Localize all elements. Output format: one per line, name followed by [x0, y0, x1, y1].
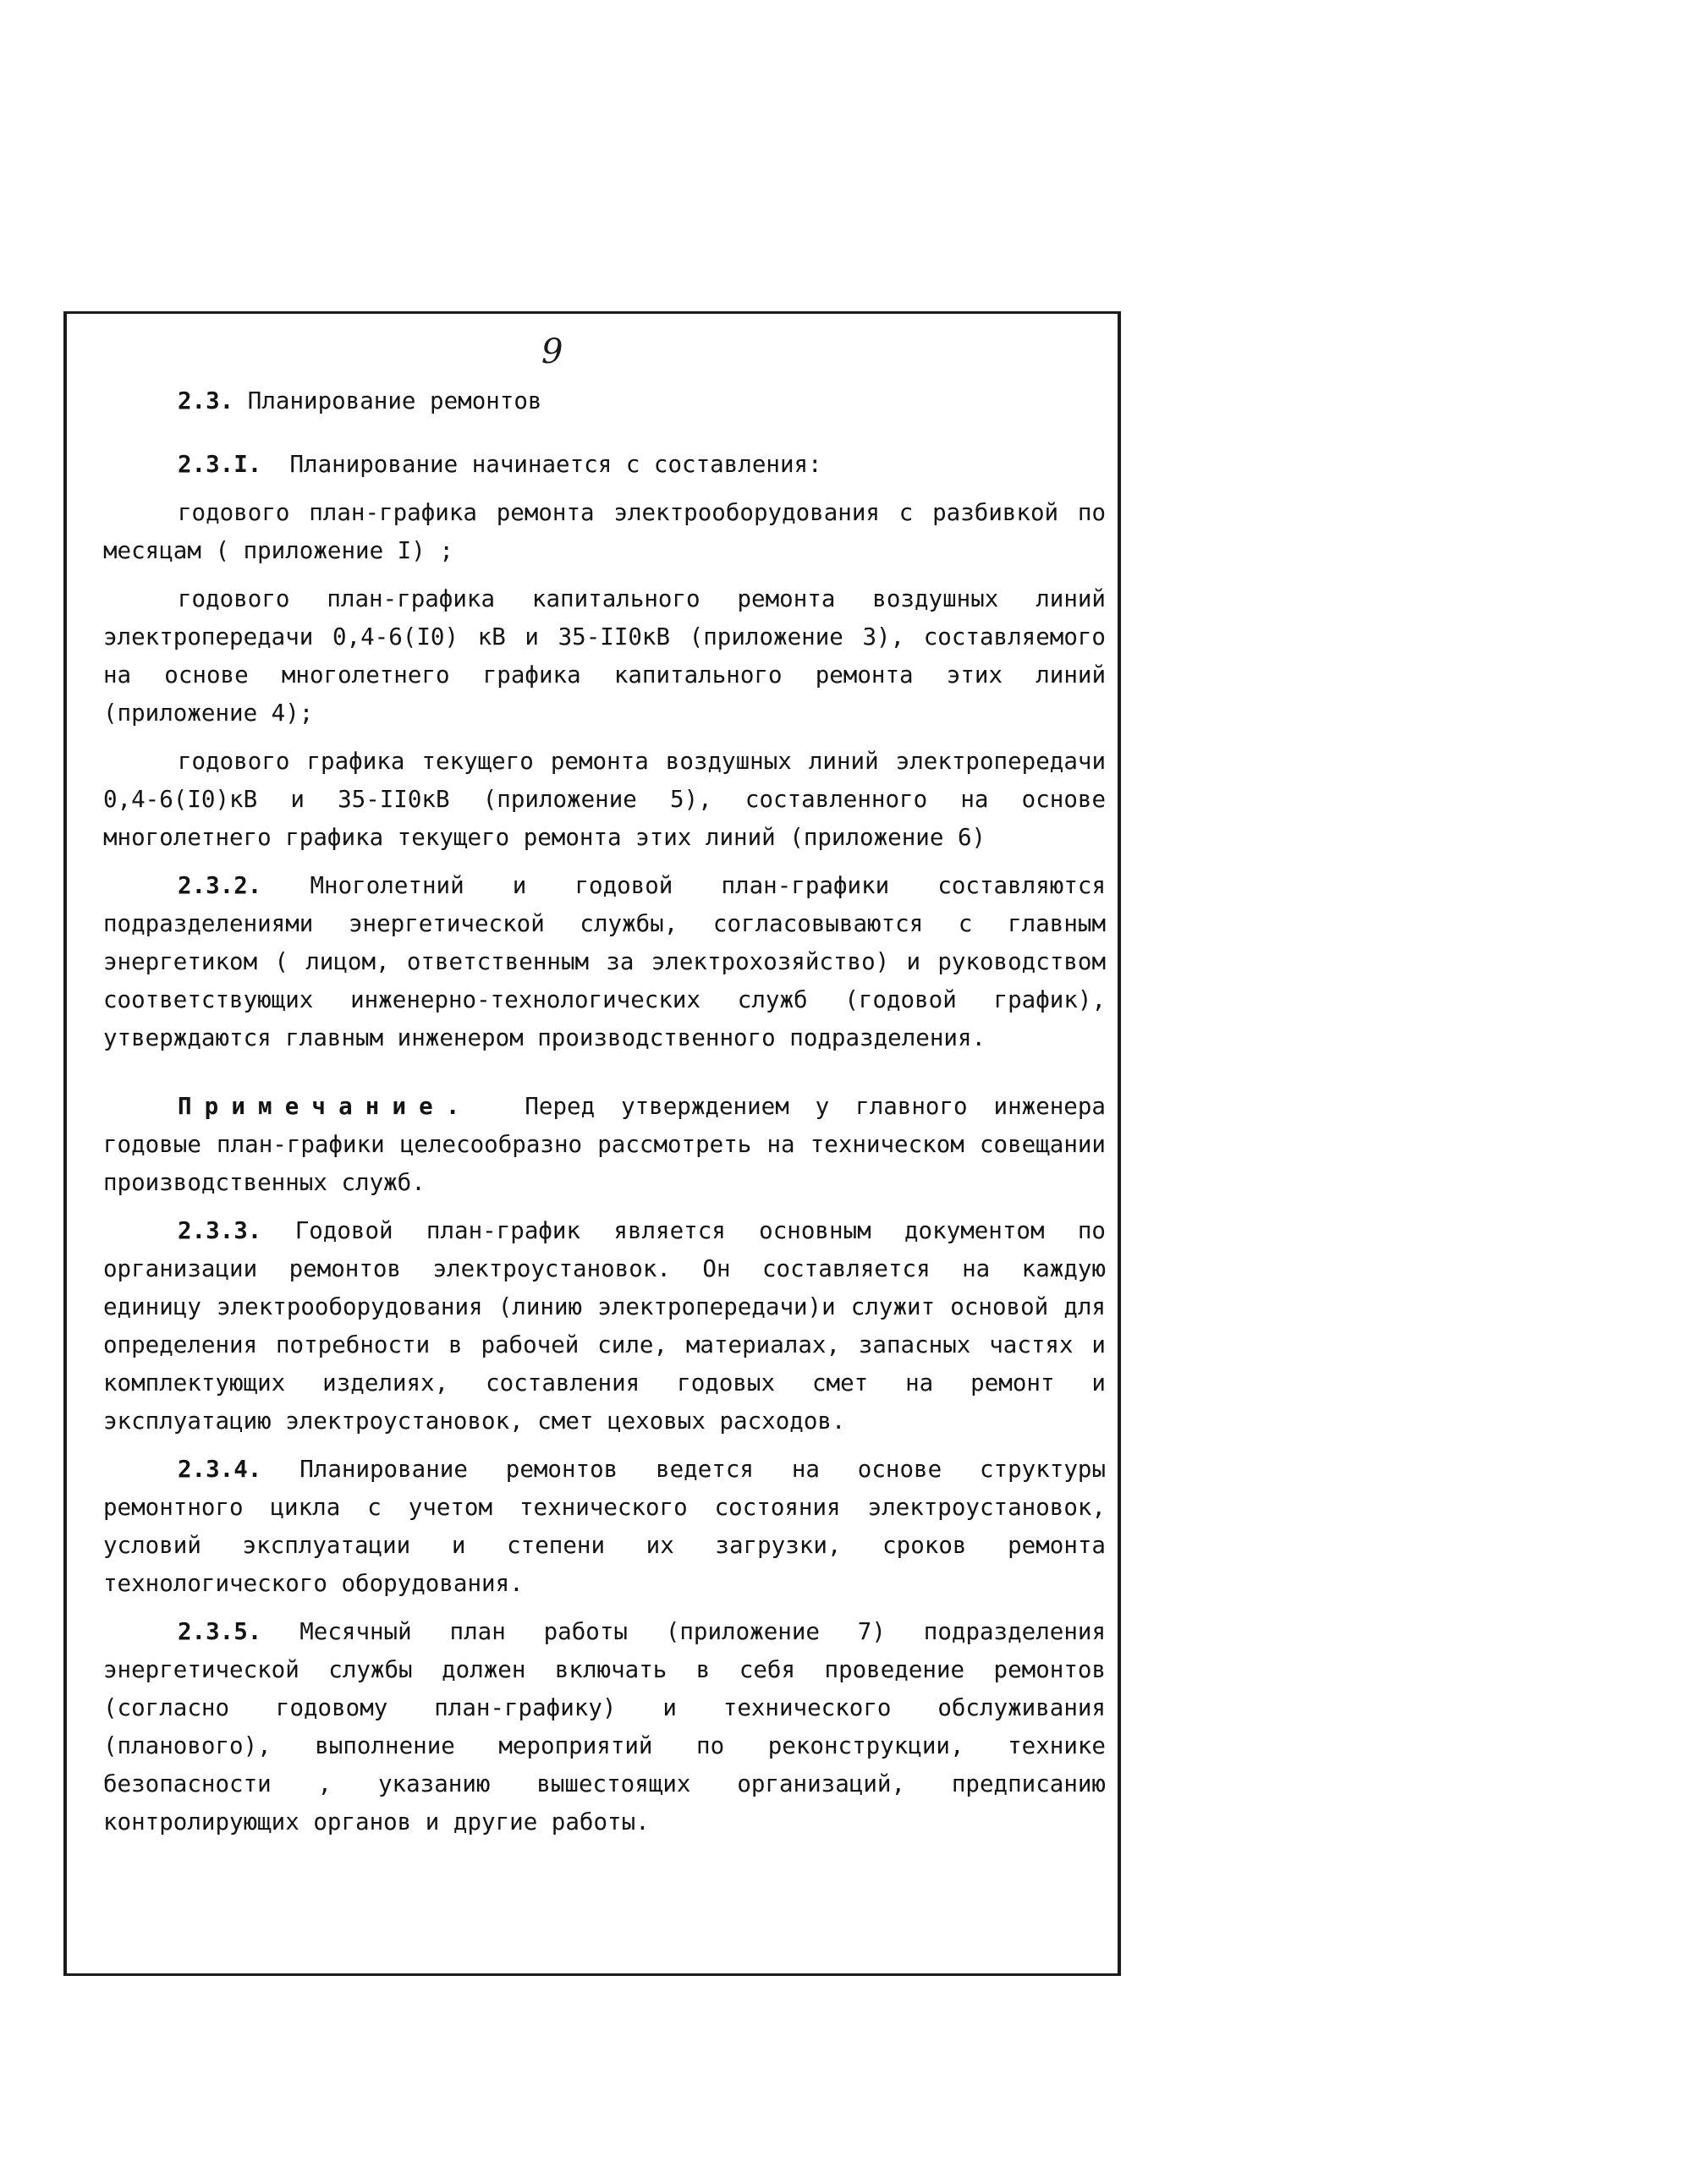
paragraph-2-3-1: [103, 446, 1106, 484]
paragraph-2-3-3: [103, 1212, 1120, 1440]
section-title: Планирование ремонтов: [247, 387, 542, 414]
list-item-capital-repair: годового план-графика капитального ремонта воздушных линий электропередачи 0,4-6(I0) кВ и 35-II0кВ (приложение 3), составляемого на основе многолетнего графика капитального ремонта этих линий (приложение 4);: [103, 585, 1120, 727]
paragraph-2-3-5: [103, 1613, 1120, 1841]
clause-text: Многолетний и годовой план-графики составляются подразделениями энергетической службы, согласовываются с главным энергетиком ( лицом, ответственным за электрохозяйство) и руководством соответствующих инженерно-технологических служб (годовой график), утверждаются главным инженером производственного подразделения.: [103, 872, 1120, 1051]
section-heading: [178, 382, 1106, 420]
note-paragraph: [103, 1088, 1120, 1202]
clause-number: 2.3.3.: [178, 1217, 262, 1244]
clause-number: 2.3.2.: [178, 872, 262, 899]
clause-text: Месячный план работы (приложение 7) подразделения энергетической службы должен включать в себя проведение ремонтов (согласно годовому план-графику) и технического обслуживания (планового), выполнение мероприятий по реконструкции, технике безопасности , указанию вышестоящих организаций, предписанию контролирующих органов и другие работы.: [103, 1618, 1120, 1836]
clause-number: 2.3.5.: [178, 1618, 262, 1645]
note-text: Перед утверждением у главного инженера годовые план-графики целесообразно рассмотреть на техническом совещании производственных служб.: [103, 1093, 1120, 1196]
paragraph-2-3-4: [103, 1451, 1120, 1603]
section-number: 2.3.: [178, 387, 234, 414]
note-label: Примечание.: [178, 1093, 473, 1120]
clause-number: 2.3.4.: [178, 1456, 262, 1483]
document-body: [103, 382, 1120, 1852]
list-item-annual-schedule: годового план-графика ремонта электрооборудования с разбивкой по месяцам ( приложение I) ;: [103, 499, 1120, 564]
paragraph-2-3-2: [103, 867, 1120, 1057]
clause-text: Планирование начинается с составления:: [289, 451, 822, 478]
clause-text: Планирование ремонтов ведется на основе структуры ремонтного цикла с учетом технического состояния электроустановок, условий эксплуатации и степени их загрузки, сроков ремонта технологического оборудования.: [103, 1456, 1120, 1597]
clause-number: 2.3.I.: [178, 451, 262, 478]
list-item-current-repair: годового графика текущего ремонта воздушных линий электропередачи 0,4-6(I0)кВ и 35-II0кВ (приложение 5), составленного на основе многолетнего графика текущего ремонта этих линий (приложение 6): [103, 748, 1120, 851]
page-number: 9: [541, 332, 563, 371]
clause-text: Годовой план-график является основным документом по организации ремонтов электроустановок. Он составляется на каждую единицу электрооборудования (линию электропередачи)и служит основой для определения потребности в рабочей силе, материалах, запасных частях и комплектующих изделиях, составления годовых смет на ремонт и эксплуатацию электроустановок, смет цеховых расходов.: [103, 1217, 1120, 1435]
